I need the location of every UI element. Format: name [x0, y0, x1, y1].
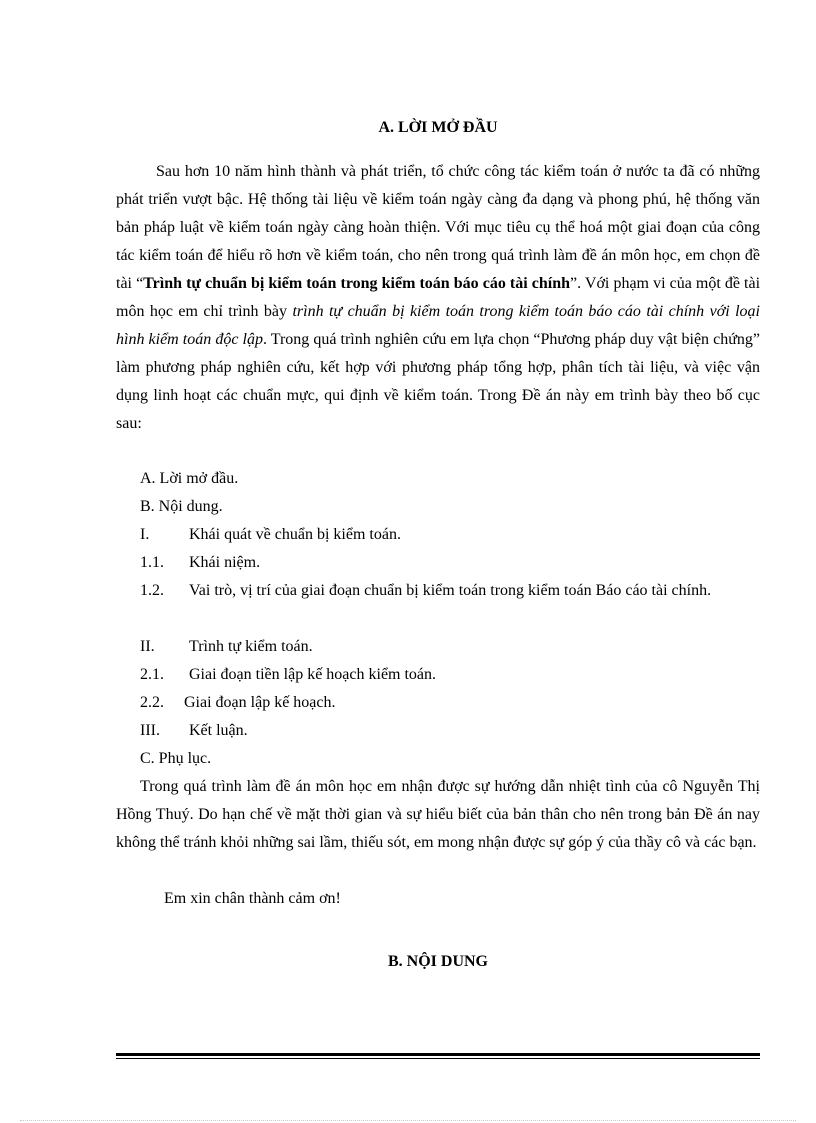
outline-num: II. [140, 638, 155, 655]
outline-num: 2.1. [140, 666, 164, 683]
footer-rule [116, 1053, 760, 1056]
scope-text: trình tự chuẩn bị kiểm toán trong kiểm toán báo cáo tài chính với loại hình kiểm toán độc lập [116, 303, 760, 348]
outline-text: Giai đoạn tiền lập kế hoạch kiểm toán. [189, 666, 437, 683]
thanks-line: Em xin chân thành cảm ơn! [164, 890, 341, 907]
outline-text: Vai trò, vị trí của giai đoạn chuẩn bị kiểm toán trong kiểm toán Báo cáo tài chính. [189, 582, 712, 599]
footer-rule-thin [116, 1058, 760, 1059]
outline-num: 2.2. [140, 694, 164, 711]
intro-text-1: Sau hơn 10 năm hình thành và phát triển, tổ chức công tác kiểm toán ở nước ta đã có những phát triển vượt bậc. Hệ thống tài liệu về kiểm toán ngày càng đa dạng và phong phú, hệ thống văn bản pháp luật về kiểm toán ngày càng hoàn thiện. Với mục tiêu cụ thể hoá một giai đoạn của công tác kiểm toán để hiểu rõ hơn về kiểm toán, cho nên trong quá trình làm đề án môn học, em chọn đề tài “ [116, 163, 760, 292]
section-a-title: A. LỜI MỞ ĐẦU [378, 119, 498, 136]
intro-text-3: . Trong quá trình nghiên cứu em lựa chọn “Phương pháp duy vật biện chứng” làm phương pháp nghiên cứu, kết hợp với phương pháp tổng hợp, phân tích tài liệu, và việc vận dụng linh hoạt các chuẩn mực, qui định về kiểm toán. Trong Đề án này em trình bày theo bố cục sau: [116, 331, 760, 432]
outline-text: Giai đoạn lập kế hoạch. [184, 694, 336, 711]
intro-paragraph [116, 158, 760, 438]
section-b-title: B. NỘI DUNG [387, 953, 488, 970]
outline-text: Khái quát về chuẩn bị kiểm toán. [189, 526, 401, 543]
outline-num: 1.2. [140, 582, 164, 599]
outline-text: Trình tự kiểm toán. [189, 638, 313, 655]
outline-num: 1.1. [140, 554, 164, 571]
outline-item-c: C. Phụ lục. [140, 750, 212, 767]
outline-text: Khái niệm. [189, 554, 261, 571]
closing-paragraph: Trong quá trình làm đề án môn học em nhận được sự hướng dẫn nhiệt tình của cô Nguyễn Thị Hồng Thuý. Do hạn chế về mặt thời gian và sự hiểu biết của bản thân cho nên trong bản Đề án nay không thể tránh khỏi những sai lầm, thiếu sót, em mong nhận được sự góp ý của thầy cô và các bạn. [116, 778, 760, 851]
intro-text-2: ”. Với phạm vi của một đề tài môn học em chỉ trình bày [116, 275, 761, 320]
page-edge [20, 1120, 796, 1121]
topic-title: Trình tự chuẩn bị kiểm toán trong kiểm toán báo cáo tài chính [143, 275, 571, 292]
outline-item-b: B. Nội dung. [140, 498, 223, 515]
outline-item-a: A. Lời mở đầu. [140, 470, 239, 487]
outline-num: III. [140, 722, 160, 739]
outline-num: I. [140, 526, 150, 543]
outline-text: Kết luận. [189, 722, 248, 739]
